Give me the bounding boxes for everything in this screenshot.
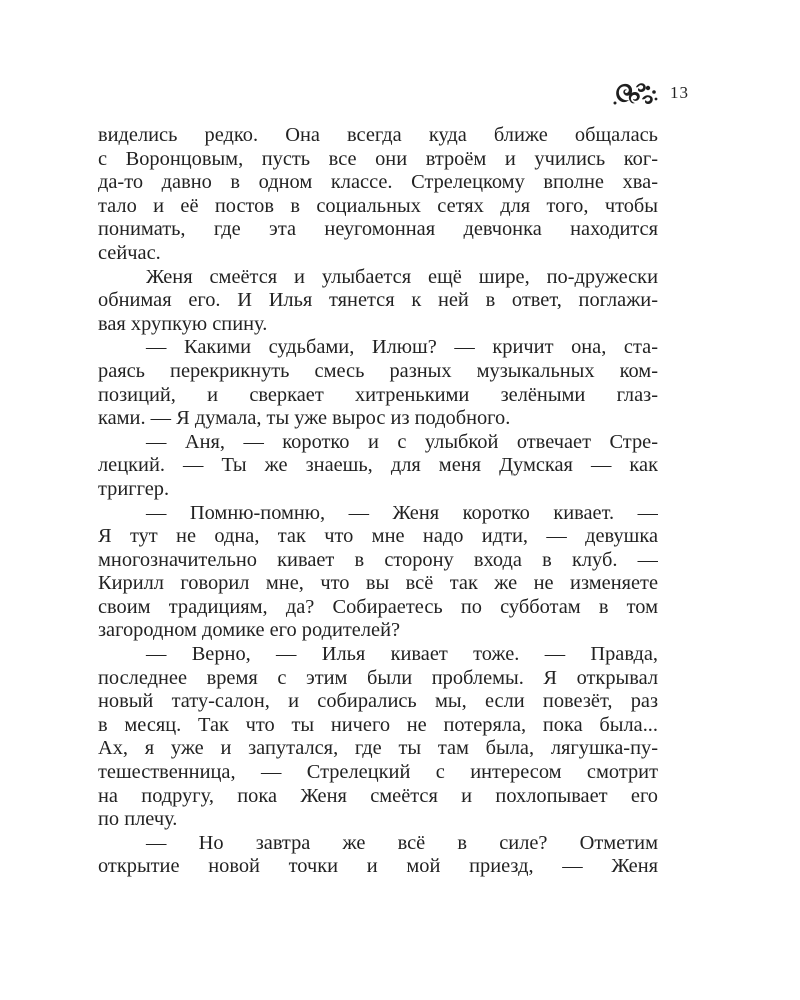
text-line: — Помню-помню, — Женя коротко кивает. — xyxy=(146,501,658,524)
text-line: ками. — Я думала, ты уже вырос из подобного. xyxy=(98,407,511,430)
text-line: виделись редко. Она всегда куда ближе общалась xyxy=(98,124,658,146)
text-line: многозначительно кивает в сторону входа в клуб. — xyxy=(98,548,658,571)
text-line: в месяц. Так что ты ничего не потеряла, пока была... xyxy=(98,713,658,736)
text-line: — Аня, — коротко и с улыбкой отвечает Стре- xyxy=(146,430,658,453)
body-text xyxy=(98,124,658,879)
text-line: лецкий. — Ты же знаешь, для меня Думская — как xyxy=(98,454,658,477)
text-line: вая хрупкую спину. xyxy=(98,312,268,335)
text-line: тало и её постов в социальных сетях для того, чтобы xyxy=(98,194,658,217)
text-line: последнее время с этим были проблемы. Я открывал xyxy=(98,666,658,689)
text-line: позиций, и сверкает хитренькими зелёными глаз- xyxy=(98,383,658,406)
text-line: открытие новой точки и мой приезд, — Женя xyxy=(98,855,658,878)
text-line: Женя смеётся и улыбается ещё шире, по-дружески xyxy=(146,265,658,288)
text-line: загородном домике его родителей? xyxy=(98,619,401,642)
text-line: на подругу, пока Женя смеётся и похлопывает его xyxy=(98,784,658,807)
text-line: Кирилл говорил мне, что вы всё так же не изменяете xyxy=(98,572,658,595)
text-line: раясь перекрикнуть смесь разных музыкальных ком- xyxy=(98,359,658,382)
text-line: — Верно, — Илья кивает тоже. — Правда, xyxy=(146,643,658,666)
text-line: обнимая его. И Илья тянется к ней в ответ, поглажи- xyxy=(98,289,658,312)
text-line: да-то давно в одном классе. Стрелецкому вполне хва- xyxy=(98,171,658,194)
text-line: тешественница, — Стрелецкий с интересом смотрит xyxy=(98,761,658,784)
text-line: с Воронцовым, пусть все они втроём и учились ког- xyxy=(98,147,658,170)
page-number: 13 xyxy=(670,83,689,102)
text-line: — Но завтра же всё в силе? Отметим xyxy=(146,831,658,854)
text-line: Ах, я уже и запутался, где ты там была, лягушка-пу- xyxy=(98,737,658,760)
text-line: по плечу. xyxy=(98,808,178,831)
text-line: новый тату-салон, и собирались мы, если повезёт, раз xyxy=(98,690,658,713)
text-line: своим традициям, да? Собираетесь по субботам в том xyxy=(98,595,658,618)
text-line: триггер. xyxy=(98,477,170,500)
floral-ornament-icon xyxy=(612,79,660,107)
text-line: сейчас. xyxy=(98,241,161,264)
text-line: Я тут не одна, так что мне надо идти, — девушка xyxy=(98,525,658,548)
page-header xyxy=(612,78,689,108)
text-line: — Какими судьбами, Илюш? — кричит она, ста- xyxy=(146,336,658,359)
text-line: понимать, где эта неугомонная девчонка находится xyxy=(98,218,658,241)
